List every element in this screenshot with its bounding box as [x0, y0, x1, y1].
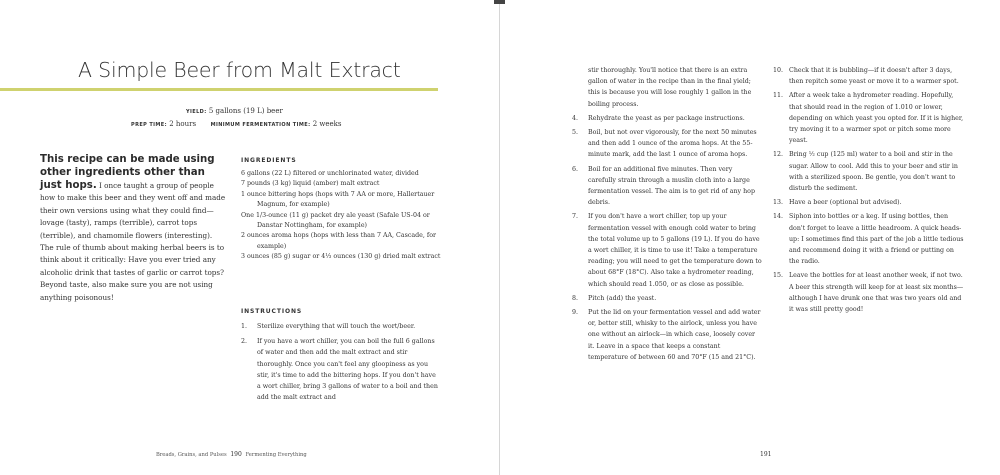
step-number: 10. [773, 67, 784, 74]
ingredient-item: 3 ounces (85 g) sugar or 4⅓ ounces (130 g) dried malt extract [241, 253, 441, 261]
instruction-step [572, 293, 762, 304]
instructions-section [241, 308, 441, 407]
instruction-step [773, 149, 965, 194]
step-number: 7. [572, 213, 579, 221]
fermentation-time-label: MINIMUM FERMENTATION TIME: [210, 122, 311, 128]
step-text: Bring ½ cup (125 ml) water to a boil and stir in the sugar. Allow to cool. Add this to your beer and stir in with a sterilized spoon. Be gentle, you don't want to disturb the sediment. [789, 151, 958, 193]
step-number: 5. [572, 129, 579, 137]
step-text: Sterilize everything that will touch the wort/beer. [257, 323, 416, 330]
yield-value: 5 gallons (19 L) beer [208, 107, 283, 115]
left-folio [156, 451, 307, 458]
recipe-yield [186, 107, 283, 115]
ingredient-item: 7 pounds (3 kg) liquid (amber) malt extract [241, 180, 380, 188]
intro-lead: This recipe can be made using other ingredients other than just hops. [40, 154, 215, 191]
step-text: Rehydrate the yeast as per package instructions. [588, 114, 745, 122]
ingredient-item: 2 ounces aroma hops (hops with less than 7 AA, Cascade, for example) [241, 232, 437, 250]
step-text: If you don't have a wort chiller, top up your fermentation vessel with enough cold water to bring the total volume up to 5 gallons (19 L). If you do have a wort chiller, it is time to use it! Take a temperature reading; you will need to get the temperature down to about 68°F (18°C). Also take a hydrometer reading, which should read 1.050, or as close as possible. [588, 213, 762, 288]
continued-step-text: stir thoroughly. You'll notice that there is an extra gallon of water in the recipe than in the final yield; this is because you will lose roughly 1 gallon in the boiling process. [588, 67, 752, 108]
instruction-step [572, 211, 762, 289]
step-number: 6. [572, 165, 579, 173]
recipe-times [131, 120, 342, 128]
instruction-step [773, 211, 965, 267]
instruction-step [773, 90, 965, 146]
instruction-step [572, 307, 762, 363]
step-number: 15. [773, 272, 784, 280]
folio-book-title: Fermenting Everything [245, 452, 307, 458]
step-text: Have a beer (optional but advised). [789, 199, 902, 207]
instruction-step [773, 197, 965, 208]
right-column-a [572, 65, 762, 366]
step-number: 1. [241, 323, 248, 330]
instruction-step [241, 321, 441, 332]
instruction-step [773, 65, 965, 87]
step-number: 4. [572, 114, 579, 122]
right-page-number: 191 [760, 451, 772, 458]
recipe-title: A Simple Beer from Malt Extract [78, 58, 401, 82]
ingredient-item: 1 ounce bittering hops (hops with 7 AA or more, Hallertauer Magnum, for example) [241, 190, 435, 209]
instruction-step [572, 113, 762, 124]
left-page [0, 0, 499, 475]
step-number: 11. [773, 92, 784, 100]
instructions-list [241, 321, 441, 403]
step-text: Boil, but not over vigorously, for the next 50 minutes and then add 1 ounce of the aroma hops. At the 55-minute mark, add the last 1 ounce of aroma hops. [588, 129, 757, 159]
step-text: After a week take a hydrometer reading. Hopefully, that should read in the region of 1.010 or lower, depending on which yeast you opted for. If it is higher, try moving it to a warmer spot or pitch some more yeast. [789, 92, 964, 145]
step-number: 2. [241, 338, 248, 346]
ingredients-heading: INGREDIENTS [241, 157, 297, 164]
step-text: Boil for an additional five minutes. Then very carefully strain through a muslin cloth into a large fermentation vessel. The aim is to get rid of any hop debris. [588, 165, 755, 207]
instructions-list-continued [572, 113, 762, 363]
prep-time-value: 2 hours [169, 120, 197, 128]
step-number: 9. [572, 309, 579, 317]
intro-body: I once taught a group of people how to make this beer and they went off and made their own versions using what they could find—lovage (tasty), ramps (terrible), carrot tops (terrible), and chamomile flowers (interesting). The rule of thumb about making herbal beers is to think about it critically: Have you ever tried any alcoholic drink that tastes of garlic or carrot tops? Beyond taste, also make sure you are not using anything poisonous! [40, 180, 226, 302]
ingredients-section [241, 157, 441, 263]
left-page-number: 190 [230, 451, 242, 458]
step-text: Pitch (add) the yeast. [588, 294, 657, 302]
prep-time-label: PREP TIME: [131, 122, 167, 128]
step-text: Check that it is bubbling—if it doesn't after 3 days, then repitch some yeast or move it to a warmer spot. [789, 67, 959, 86]
step-text: Siphon into bottles or a keg. If using bottles, then don't forget to leave a little headroom. A quick heads-up: I sometimes find this part of the job a little tedious and recommend doing it with a friend or putting on the radio. [789, 213, 964, 266]
step-text: If you have a wort chiller, you can boil the full 6 gallons of water and then add the malt extract and stir thoroughly. Once you can't feel any gloopiness as you stir, it's time to add the bittering hops. If you don't have a wort chiller, bring 3 gallons of water to a boil and then add the malt extract and [257, 338, 438, 402]
instruction-step [241, 336, 441, 403]
ingredient-item: One 1/3-ounce (11 g) packet dry ale yeast (Safale US-04 or Danstar Nottingham, for example) [241, 211, 430, 230]
right-page [500, 0, 1000, 475]
instructions-heading: INSTRUCTIONS [241, 308, 303, 315]
step-text: Put the lid on your fermentation vessel and add water or, better still, whisky to the airlock, unless you have one without an airlock—in which case, loosely cover it. Leave in a space that keeps a constant temperature of between 60 and 70°F (15 and 21°C). [588, 309, 761, 361]
intro-paragraph [40, 154, 228, 304]
title-rule [0, 88, 438, 91]
right-column-b [773, 65, 965, 318]
step-number: 13. [773, 199, 784, 207]
fermentation-time-value: 2 weeks [312, 120, 342, 128]
step-number: 12. [773, 151, 784, 159]
ingredients-list [241, 169, 441, 263]
step-number: 14. [773, 213, 784, 221]
instruction-step [572, 164, 762, 209]
step-text: Leave the bottles for at least another week, if not two. A beer this strength will keep for at least six months—although I have drunk one that was two years old and it was still pretty good! [789, 272, 964, 314]
instructions-list-final [773, 65, 965, 315]
yield-label: YIELD: [186, 109, 207, 115]
ingredient-item: 6 gallons (22 L) filtered or unchlorinated water, divided [241, 170, 419, 177]
step-number: 8. [572, 294, 579, 302]
folio-section: Breads, Grains, and Pulses [156, 452, 227, 458]
instruction-step [572, 127, 762, 161]
instruction-step [773, 270, 965, 315]
